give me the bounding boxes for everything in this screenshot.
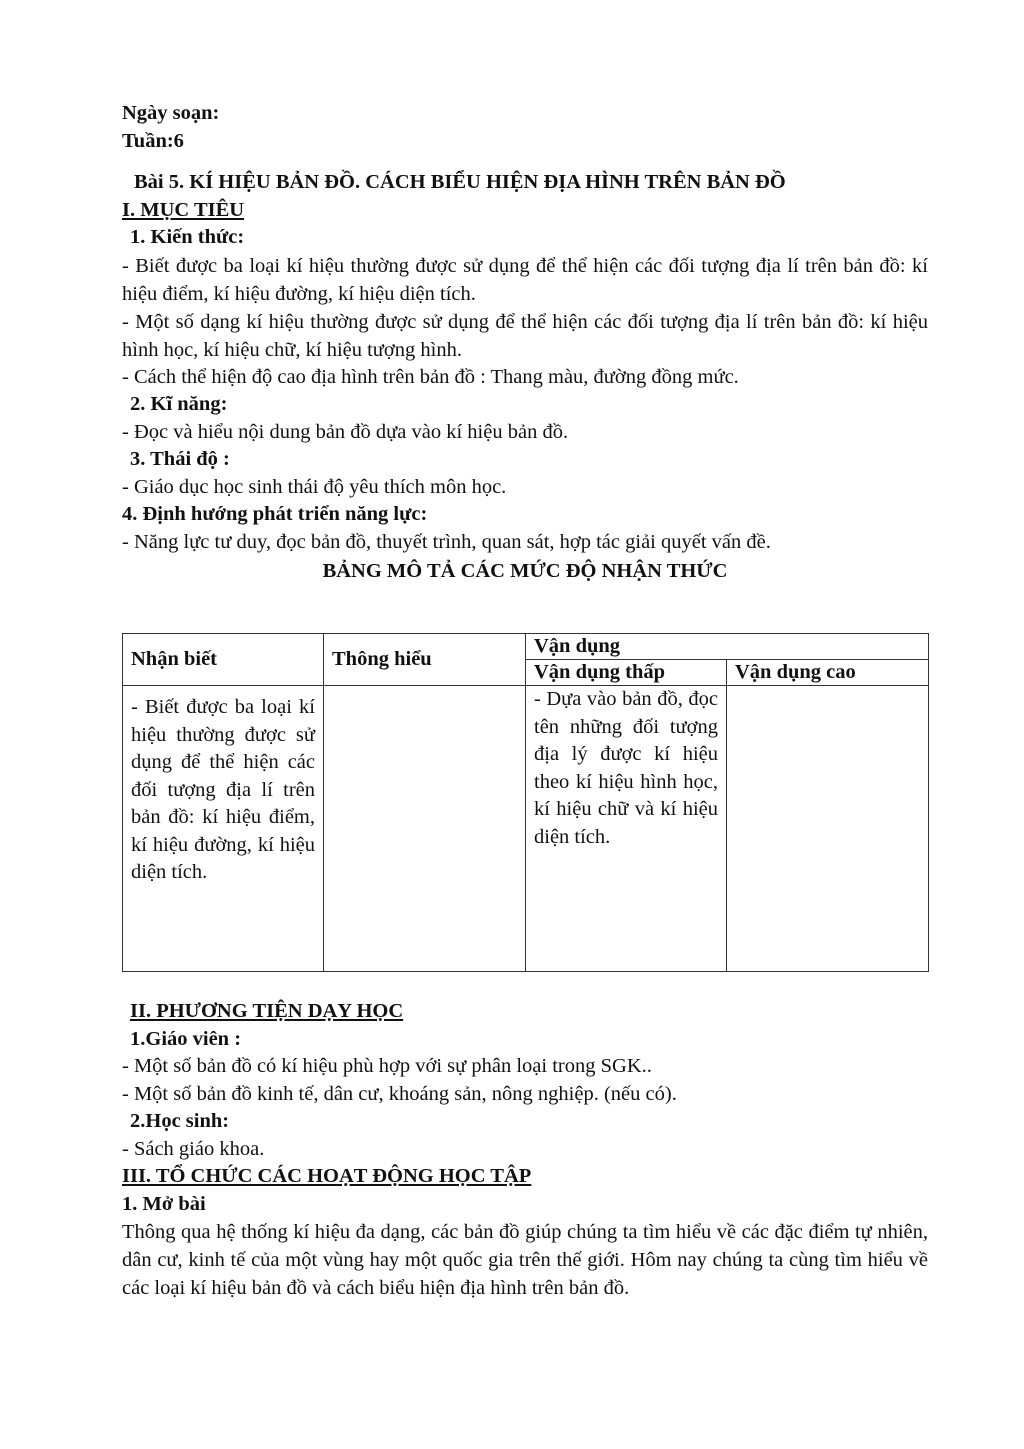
cell-recognize-text: - Biết được ba loại kí hiệu thường được sử dụng để thể hiện các đối tượng địa lí trên bản đồ: kí hiệu điểm, kí hiệu đường, kí hiệu diện tích. (131, 696, 315, 883)
teacher-item-1: - Một số bản đồ có kí hiệu phù hợp với sự phân loại trong SGK.. (122, 1055, 652, 1077)
intro-heading: 1. Mở bài (122, 1192, 206, 1215)
date-label: Ngày soạn: (122, 102, 220, 124)
skills-heading: 2. Kĩ năng: (130, 393, 228, 415)
cell-understand (324, 686, 526, 972)
teacher-heading: 1.Giáo viên : (130, 1027, 242, 1050)
header-apply-low: Vận dụng thấp (526, 660, 727, 686)
table-title: BẢNG MÔ TẢ CÁC MỨC ĐỘ NHẬN THỨC (322, 560, 728, 582)
section2-heading: II. PHƯƠNG TIỆN DẠY HỌC (130, 1000, 404, 1022)
header-understand: Thông hiểu (324, 634, 526, 686)
knowledge-item-3: - Cách thể hiện độ cao địa hình trên bản đồ : Thang màu, đường đồng mức. (122, 365, 739, 388)
header-apply: Vận dụng (526, 634, 929, 660)
document-page-lower (122, 998, 928, 1302)
section1-heading: I. MỤC TIÊU (122, 198, 245, 221)
cognition-level-table (122, 633, 929, 972)
cell-recognize (123, 686, 324, 972)
knowledge-item-1: - Biết được ba loại kí hiệu thường được sử dụng để thể hiện các đối tượng địa lí trên bản đồ: kí hiệu điểm, kí hiệu đường, kí hiệu diện tích. (122, 254, 928, 305)
teacher-item-2: - Một số bản đồ kinh tế, dân cư, khoáng sản, nông nghiệp. (nếu có). (122, 1082, 677, 1105)
student-heading: 2.Học sinh: (130, 1110, 230, 1132)
cell-apply-low (526, 686, 727, 972)
header-apply-high: Vận dụng cao (727, 660, 929, 686)
cell-apply-high-text (735, 686, 920, 694)
competency-heading: 4. Định hướng phát triển năng lực: (122, 503, 428, 525)
attitude-item: - Giáo dục học sinh thái độ yêu thích môn học. (122, 475, 507, 498)
knowledge-item-2: - Một số dạng kí hiệu thường được sử dụng để thể hiện các đối tượng địa lí trên bản đồ: kí hiệu hình học, kí hiệu chữ, kí hiệu tượng hình. (122, 310, 928, 361)
lesson-title: Bài 5. KÍ HIỆU BẢN ĐỒ. CÁCH BIỂU HIỆN ĐỊA HÌNH TRÊN BẢN ĐỒ (134, 171, 786, 193)
cell-apply-high (727, 686, 929, 972)
document-page (122, 100, 928, 586)
competency-item: - Năng lực tư duy, đọc bản đồ, thuyết trình, quan sát, hợp tác giải quyết vấn đề. (122, 530, 771, 553)
intro-text: Thông qua hệ thống kí hiệu đa dạng, các bản đồ giúp chúng ta tìm hiểu về các đặc điểm tự nhiên, dân cư, kinh tế của một vùng hay một quốc gia trên thế giới. Hôm nay chúng ta cùng tìm hiểu về các loại kí hiệu bản đồ và cách biểu hiện địa hình trên bản đồ. (122, 1221, 928, 1299)
section3-heading: III. TỔ CHỨC CÁC HOẠT ĐỘNG HỌC TẬP (122, 1165, 532, 1187)
header-recognize: Nhận biết (123, 634, 324, 686)
skills-item: - Đọc và hiểu nội dung bản đồ dựa vào kí hiệu bản đồ. (122, 420, 569, 443)
attitude-heading: 3. Thái độ : (130, 448, 230, 470)
student-item: - Sách giáo khoa. (122, 1137, 265, 1160)
week-label: Tuần:6 (122, 129, 184, 152)
cell-understand-text (332, 686, 517, 694)
knowledge-heading: 1. Kiến thức: (130, 226, 245, 248)
cell-apply-low-text: - Dựa vào bản đồ, đọc tên những đối tượng địa lý được kí hiệu theo kí hiệu hình học, kí hiệu chữ và kí hiệu diện tích. (534, 688, 718, 848)
